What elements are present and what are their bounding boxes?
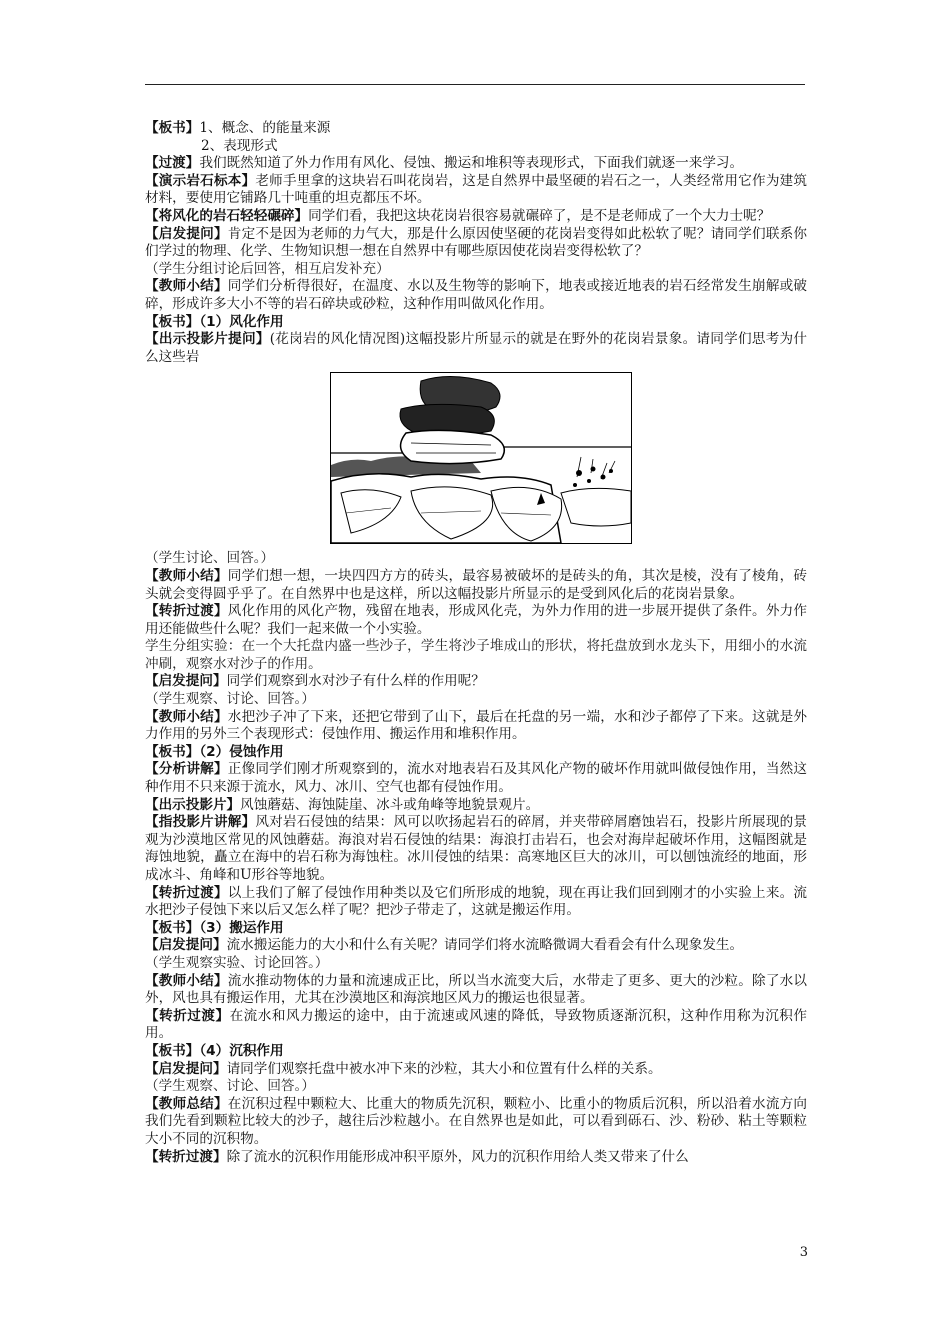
paragraph-text: （学生讨论、回答。）	[145, 550, 275, 567]
paragraph-text: 老师手里拿的这块岩石叫花岗岩，这是自然界中最坚硬的岩石之一，人类经常用它作为建筑材料，要使用它铺路几十吨重的坦克都压不坏。	[145, 172, 808, 207]
paragraph-text: 同学们看，我把这块花岗岩很容易就碾碎了，是不是老师成了一个大力士呢？	[308, 207, 771, 224]
paragraph	[145, 208, 807, 226]
paragraph-text: 风蚀蘑菇、海蚀陡崖、冰斗或角峰等地貌景观片。	[240, 796, 540, 813]
section-tag: 【教师小结】	[145, 278, 228, 295]
paragraph	[145, 226, 807, 261]
section-tag: 【演示岩石标本】	[145, 172, 256, 189]
section-tag: 【将风化的岩石轻轻碾碎】	[145, 207, 309, 224]
paragraph-text: 风对岩石侵蚀的结果：风可以吹扬起岩石的碎屑，并夹带碎屑磨蚀岩石，投影片所展现的景观为沙漠地区常见的风蚀蘑菇。海浪对岩石侵蚀的结果：海浪打击岩石，也会对海岸起破坏作用，这幅图就是海蚀地貌，矗立在海中的岩石称为海蚀柱。冰川侵蚀的结果：高寒地区巨大的冰川，可以刨蚀流经的地面，形成冰斗、角峰和U形谷等地貌。	[145, 814, 808, 883]
paragraph-text: 请同学们观察托盘中被水冲下来的沙粒，其大小和位置有什么样的关系。	[226, 1060, 662, 1077]
paragraph	[145, 1096, 807, 1149]
section-tag: 【出示投影片】	[145, 796, 241, 813]
paragraph	[145, 1061, 807, 1079]
section-tag: 【分析讲解】	[145, 761, 228, 778]
section-tag: 【转折过渡】	[145, 1148, 227, 1165]
paragraph-text: 水把沙子冲了下来，还把它带到了山下，最后在托盘的另一端，水和沙子都停了下来。这就是外力作用的另外三个表现形式：侵蚀作用、搬运作用和堆积作用。	[145, 708, 808, 743]
paragraph	[145, 920, 807, 938]
section-tag: 【启发提问】	[145, 937, 227, 954]
paragraph	[145, 797, 807, 815]
paragraph	[145, 709, 807, 744]
header-rule	[145, 84, 805, 85]
paragraph	[145, 261, 807, 279]
paragraph-text: 学生分组实验：在一个大托盘内盛一些沙子，学生将沙子堆成山的形状，将托盘放到水龙头下，用细小的水流冲刷，观察水对沙子的作用。	[145, 638, 807, 672]
paragraph-text: （学生分组讨论后回答，相互启发补充）	[145, 260, 390, 277]
paragraph-text: 在流水和风力搬运的途中，由于流速或风速的降低，导致物质逐渐沉积，这种作用称为沉积作用。	[145, 1007, 808, 1042]
section-tag: 【启发提问】	[145, 673, 227, 690]
paragraph-text: 流水推动物体的力量和流速成正比，所以当水流变大后，水带走了更多、更大的沙粒。除了水以外，风也具有搬运作用，尤其在沙漠地区和海滨地区风力的搬运也很显著。	[145, 972, 808, 1007]
section-tag: 【启发提问】	[145, 1060, 227, 1077]
section-tag: 【板书】（2）侵蚀作用	[145, 743, 284, 760]
paragraph-text: 以上我们了解了侵蚀作用种类以及它们所形成的地貌，现在再让我们回到刚才的小实验上来。流水把沙子侵蚀下来以后又怎么样了呢？把沙子带走了，这就是搬运作用。	[145, 884, 808, 919]
paragraph	[145, 120, 807, 138]
paragraph	[145, 1008, 807, 1043]
section-tag: 【教师小结】	[145, 708, 228, 725]
paragraph	[145, 761, 807, 796]
paragraph-text: 1、概念、的能量来源	[199, 120, 331, 136]
paragraph-text: 同学们分析得很好，在温度、水以及生物等的影响下，地表或接近地表的岩石经常发生崩解或破碎，形成许多大小不等的岩石碎块或砂粒，这种作用叫做风化作用。	[145, 278, 808, 312]
paragraph	[145, 155, 807, 173]
section-tag: 【过渡】	[145, 155, 200, 172]
paragraph-text: (花岗岩的风化情况图)这幅投影片所显示的就是在野外的花岗岩景象。请同学们思考为什么这些岩	[145, 331, 807, 365]
section-tag: 【指投影片讲解】	[145, 814, 256, 831]
paragraph	[145, 885, 807, 920]
paragraph-text: 2、表现形式	[201, 137, 278, 154]
paragraph-text: 我们既然知道了外力作用有风化、侵蚀、搬运和堆积等表现形式，下面我们就逐一来学习。	[199, 155, 744, 172]
paragraph	[145, 973, 807, 1008]
paragraph-text: 肯定不是因为老师的力气大，那是什么原因使坚硬的花岗岩变得如此松软了呢？请同学们联系你们学过的物理、化学、生物知识想一想在自然界中有哪些原因使花岗岩变得松软了？	[145, 225, 808, 260]
paragraph	[145, 278, 807, 313]
weathered-granite-illustration	[331, 373, 631, 543]
paragraph-text: （学生观察实验、讨论回答。）	[145, 954, 329, 971]
paragraph	[145, 603, 807, 638]
section-tag: 【板书】	[145, 120, 200, 136]
paragraph	[145, 955, 807, 973]
paragraph-text: 正像同学们刚才所观察到的，流水对地表岩石及其风化产物的破坏作用就叫做侵蚀作用，当然这种作用不只来源于流水，风力、冰川、空气也都有侵蚀作用。	[145, 761, 808, 796]
section-tag: 【教师小结】	[145, 972, 228, 989]
lesson-plan-body	[145, 120, 807, 1166]
section-tag: 【教师小结】	[145, 567, 228, 584]
paragraph	[145, 1149, 807, 1167]
paragraph-text: 流水搬运能力的大小和什么有关呢？请同学们将水流略微调大看看会有什么现象发生。	[226, 937, 744, 954]
paragraph-text: 同学们观察到水对沙子有什么样的作用呢？	[226, 673, 485, 690]
paragraph	[145, 691, 807, 709]
section-tag: 【教师总结】	[145, 1095, 228, 1112]
paragraph	[145, 173, 807, 208]
paragraph	[145, 814, 807, 884]
paragraph	[145, 314, 807, 332]
page-number: 3	[799, 1245, 808, 1260]
section-tag: 【板书】（3）搬运作用	[145, 919, 284, 936]
paragraph	[145, 1043, 807, 1061]
paragraph-text: 同学们想一想，一块四四方方的砖头，最容易被破坏的是砖头的角，其次是棱，没有了棱角，砖头就会变得圆乎乎了。在自然界中也是这样，所以这幅投影片所显示的是受到风化后的花岗岩景象。	[145, 567, 808, 602]
paragraph	[145, 673, 807, 691]
paragraph	[145, 138, 807, 156]
paragraph-text: 风化作用的风化产物，残留在地表，形成风化壳，为外力作用的进一步展开提供了条件。外力作用还能做些什么呢？我们一起来做一个小实验。	[145, 603, 808, 637]
section-tag: 【板书】（4）沉积作用	[145, 1042, 284, 1059]
section-tag: 【转折过渡】	[145, 884, 228, 901]
section-tag: 【板书】（1）风化作用	[145, 313, 284, 330]
paragraph	[145, 937, 807, 955]
paragraph-text: 除了流水的沉积作用能形成冲积平原外，风力的沉积作用给人类又带来了什么	[226, 1148, 689, 1165]
paragraph-text: （学生观察、讨论、回答。）	[145, 1078, 315, 1095]
section-tag: 【启发提问】	[145, 225, 228, 242]
paragraph	[145, 568, 807, 603]
paragraph-text: 在沉积过程中颗粒大、比重大的物质先沉积，颗粒小、比重小的物质后沉积，所以沿着水流方向我们先看到颗粒比较大的沙子，越往后沙粒越小。在自然界也是如此，可以看到砾石、沙、粉砂、粘土等颗粒大小不同的沉积物。	[145, 1095, 808, 1147]
paragraph	[145, 638, 807, 673]
section-tag: 【转折过渡】	[145, 1007, 230, 1024]
paragraph-text: （学生观察、讨论、回答。）	[145, 691, 315, 708]
granite-figure	[330, 372, 632, 544]
section-tag: 【转折过渡】	[145, 603, 228, 620]
paragraph	[145, 550, 807, 568]
section-tag: 【出示投影片提问】	[145, 331, 270, 348]
paragraph	[145, 744, 807, 762]
paragraph	[145, 331, 807, 366]
paragraph	[145, 1078, 807, 1096]
